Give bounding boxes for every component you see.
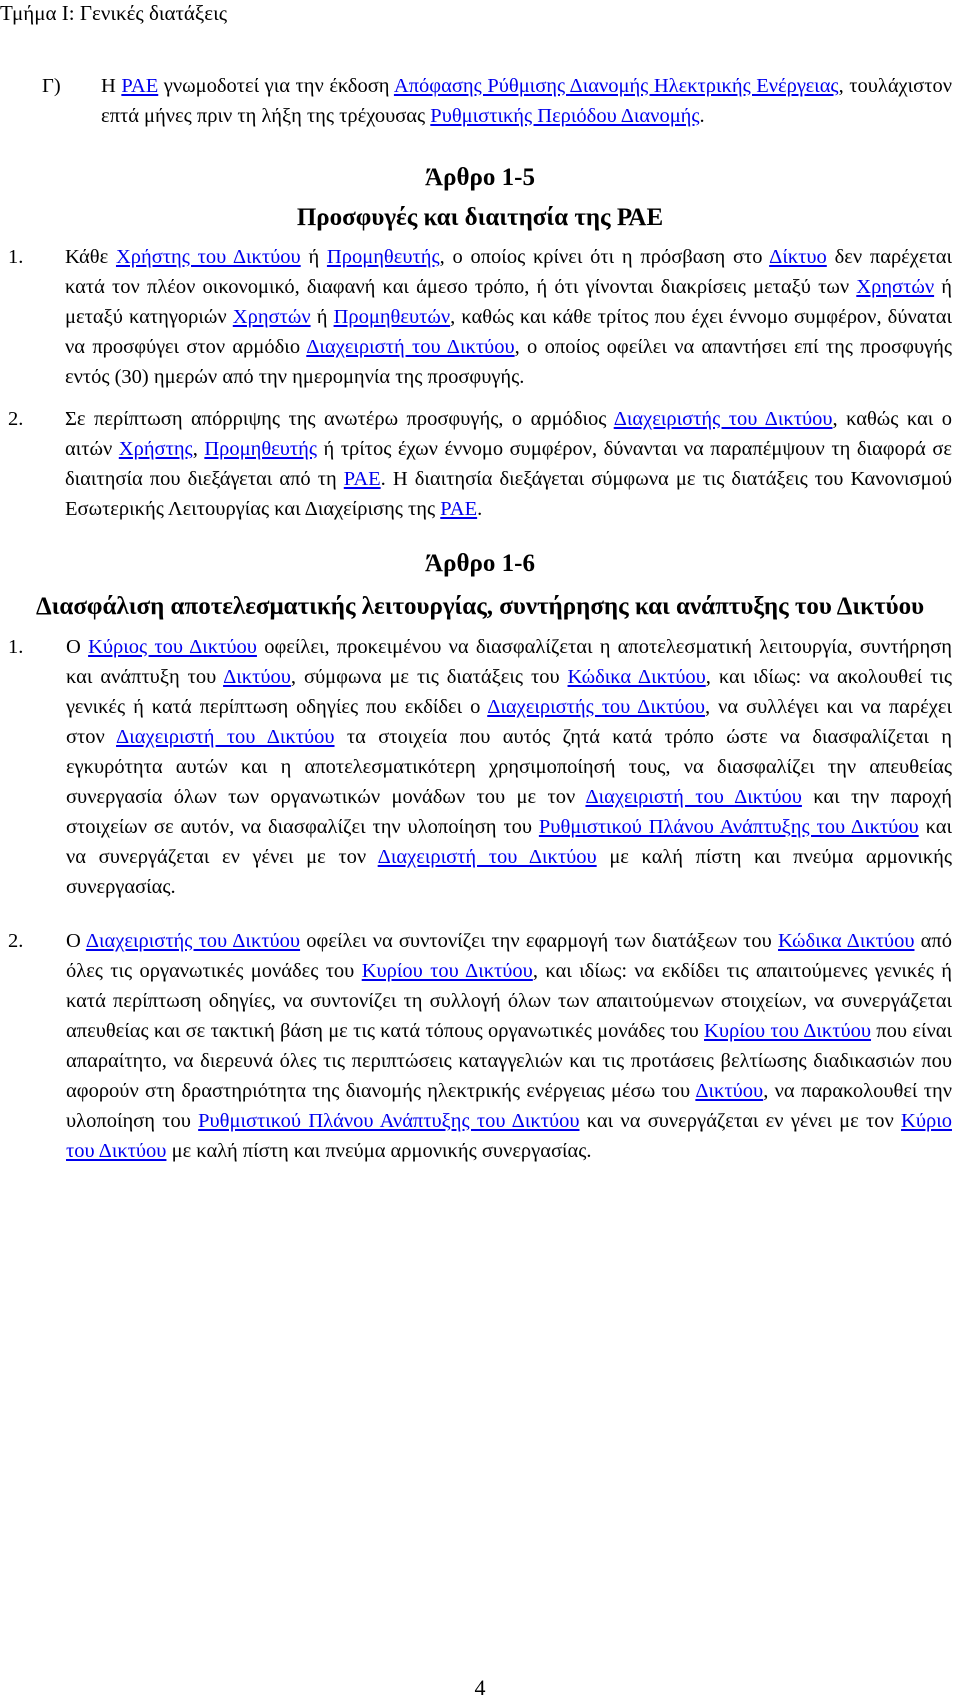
defined-term-link[interactable]: Χρηστών [232,306,311,328]
article-title: Προσφυγές και διαιτησία της ΡΑΕ [296,204,664,231]
text-run: , σύμφωνα με τις διατάξεις του [290,666,568,688]
paragraph-number: 2. [8,930,24,952]
paragraph-item [8,242,952,392]
text-run: , να συλλέγει και να παρέχει στον [66,696,952,748]
article-number: Άρθρο 1-6 [425,550,535,577]
defined-term-link[interactable]: Κυρίου του Δικτύου [361,960,533,982]
text-run: από όλες τις οργανωτικές μονάδες του [66,930,952,982]
article-title: Διασφάλιση αποτελεσματικής λειτουργίας, συντήρησης και ανάπτυξης του Δικτύου [35,593,925,620]
text-run: Ο [66,930,86,952]
defined-term-link[interactable]: Κύριος του Δικτύου [88,636,257,658]
text-run: , ο οποίος κρίνει ότι η πρόσβαση στο [439,246,770,268]
text-run: , [192,438,205,460]
defined-term-link[interactable]: Ρυθμιστικού Πλάνου Ανάπτυξης του Δικτύου [538,816,919,838]
article-number: Άρθρο 1-5 [425,164,535,191]
defined-term-link[interactable]: Δικτύου [223,666,291,688]
defined-term-link[interactable]: Διαχειριστής του Δικτύου [85,930,301,952]
defined-term-link[interactable]: Προμηθευτών [333,306,451,328]
paragraph-text [65,408,952,520]
article-1-5-paragraphs [8,242,952,524]
text-run: ή τρίτος έχων έννομο συμφέρον, δύνανται να παραπέμψουν τη διαφορά σε διαιτησία που διεξάγεται από τη [65,438,952,490]
text-run: . [699,105,705,127]
defined-term-link[interactable]: Διαχειριστή του Δικτύου [377,846,597,868]
paragraph-item [8,632,952,902]
text-run: Ο [66,636,89,658]
paragraph-text [101,75,952,127]
defined-term-link[interactable]: ΡΑΕ [343,468,381,490]
defined-term-link[interactable]: Απόφασης Ρύθμισης Διανομής Ηλεκτρικής Ενέργειας [393,75,839,97]
defined-term-link[interactable]: Διαχειριστή του Δικτύου [585,786,802,808]
paragraph-number: 2. [8,408,24,430]
text-run: , ο οποίος οφείλει να απαντήσει επί της προσφυγής εντός (30) ημερών από την ημερομηνία της προσφυγής. [65,336,952,388]
defined-term-link[interactable]: Κύριο του Δικτύου [66,1110,952,1162]
defined-term-link[interactable]: Διαχειριστή του Δικτύου [116,726,335,748]
defined-term-link[interactable]: Χρήστης του Δικτύου [115,246,301,268]
text-run: δεν παρέχεται κατά τον πλέον οικονομικό, διαφανή και άμεσο τρόπο, ή ότι γίνονται διακρίσεις μεταξύ των [65,246,952,298]
paragraph-text [66,636,952,898]
defined-term-link[interactable]: ΡΑΕ [121,75,159,97]
page-content [8,71,952,1166]
defined-term-link[interactable]: Κυρίου του Δικτύου [704,1020,872,1042]
defined-term-link[interactable]: Χρηστών [856,276,935,298]
text-run: οφείλει να συντονίζει την εφαρμογή των διατάξεων του [300,930,778,952]
defined-term-link[interactable]: Διαχειριστής του Δικτύου [487,696,705,718]
text-run: ή μεταξύ κατηγοριών [65,276,952,328]
paragraph-item [8,404,952,524]
text-run: , τουλάχιστον επτά μήνες πριν τη λήξη της τρέχουσας [101,75,952,127]
text-run: , να παρακολουθεί την υλοποίηση του [66,1080,952,1132]
text-run: , καθώς και ο αιτών [65,408,952,460]
text-run: Κάθε [65,246,116,268]
text-run: γνωμοδοτεί για την έκδοση [158,75,394,97]
paragraph-number: 1. [8,246,24,268]
paragraph-number: 1. [8,636,24,658]
defined-term-link[interactable]: Προμηθευτής [204,438,317,460]
defined-term-link[interactable]: Ρυθμιστικού Πλάνου Ανάπτυξης του Δικτύου [198,1110,580,1132]
paragraph-text [66,930,952,1162]
defined-term-link[interactable]: Προμηθευτής [326,246,440,268]
text-run: και να συνεργάζεται εν γένει με τον [579,1110,902,1132]
paragraph-item [8,926,952,1166]
text-run: ή [300,246,327,268]
defined-term-link[interactable]: Δικτύου [695,1080,764,1102]
text-run: . [477,498,483,520]
defined-term-link[interactable]: Δίκτυο [769,246,827,268]
list-marker: Γ) [42,75,61,97]
defined-term-link[interactable]: Διαχειριστής του Δικτύου [613,408,833,430]
paragraph-text [65,246,952,388]
text-run: , καθώς και κάθε τρίτος που έχει έννομο συμφέρον, δύναται να προσφύγει στον αρμόδιο [65,306,952,358]
text-run: που είναι απαραίτητο, να διερευνά όλες τις περιπτώσεις καταγγελιών και τις προτάσεις βελτίωσης διαδικασιών που αφορούν στη δραστηριότητα της διανομής ηλεκτρικής ενέργειας μέσω του [66,1020,952,1102]
article-1-6-paragraphs [8,632,952,1166]
text-run: με καλή πίστη και πνεύμα αρμονικής συνεργασίας. [166,1140,592,1162]
text-run: , και ιδίως: να ακολουθεί τις γενικές ή κατά περίπτωση οδηγίες που εκδίδει ο [66,666,952,718]
text-run: ή [310,306,334,328]
page-number: 4 [474,1675,486,1700]
defined-term-link[interactable]: Χρήστης [118,438,193,460]
defined-term-link[interactable]: Ρυθμιστικής Περιόδου Διανομής [430,105,700,127]
text-run: Σε περίπτωση απόρριψης της ανωτέρω προσφυγής, ο αρμόδιος [65,408,614,430]
running-header: Τμήμα Ι: Γενικές διατάξεις [0,1,228,25]
defined-term-link[interactable]: Κώδικα Δικτύου [567,666,706,688]
defined-term-link[interactable]: Κώδικα Δικτύου [778,930,915,952]
list-item-gamma [8,71,952,131]
text-run: . Η διαιτησία διεξάγεται σύμφωνα με τις διατάξεις του Κανονισμού Εσωτερικής Λειτουργίας και Διαχείρισης της [65,468,952,520]
defined-term-link[interactable]: ΡΑΕ [440,498,478,520]
defined-term-link[interactable]: Διαχειριστή του Δικτύου [306,336,515,358]
text-run: Η [101,75,122,97]
text-run: οφείλει, προκειμένου να διασφαλίζεται η αποτελεσματική λειτουργία, συντήρηση και ανάπτυξη του [66,636,953,688]
text-run: και να συνεργάζεται εν γένει με τον [66,816,952,868]
text-run: με καλή πίστη και πνεύμα αρμονικής συνεργασίας. [66,846,953,898]
text-run: , και ιδίως: να εκδίδει τις απαιτούμενες γενικές ή κατά περίπτωση οδηγίες, να συντονίζει τη συλλογή όλων των απαιτούμενων στοιχείων, να συνεργάζεται απευθείας και σε τακτική βάση με τις κατά τόπους οργανωτικές μονάδες του [66,960,952,1042]
text-run: και την παροχή στοιχείων σε αυτόν, να διασφαλίζει την υλοποίηση του [66,786,952,838]
text-run: τα στοιχεία που αυτός ζητά κατά τρόπο ώστε να διασφαλίζεται η εγκυρότητα αυτών και η αποτελεσματικότερη χρησιμοποίησή τους, να διασφαλίζει την απευθείας συνεργασία όλων των οργανωτικών μονάδων του με τον [66,726,952,808]
